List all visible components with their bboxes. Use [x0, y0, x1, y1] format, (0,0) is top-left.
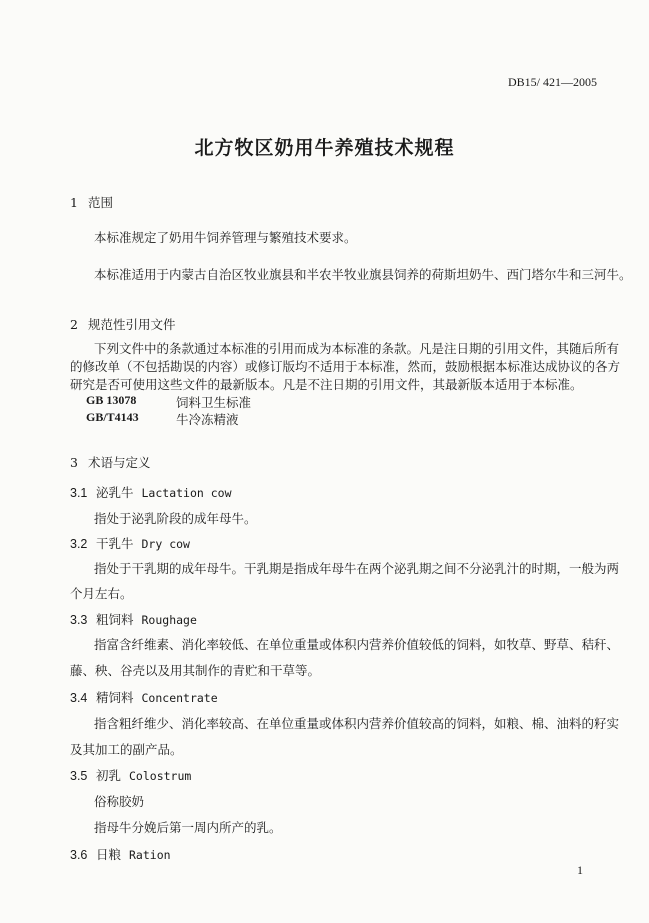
- definition-line: 指母牛分娩后第一周内所产的乳。: [94, 820, 282, 835]
- section-title: 规范性引用文件: [88, 317, 176, 332]
- definition-line: 指处于干乳期的成年母牛。干乳期是指成年母牛在两个泌乳期之间不分泌乳汁的时期，一般为两: [94, 561, 620, 576]
- definition-line: 藤、秧、谷壳以及用其制作的青贮和干草等。: [70, 663, 321, 678]
- section-number: 2: [70, 317, 78, 332]
- paragraph-line: 的修改单（不包括勘误的内容）或修订版均不适用于本标准，然而，鼓励根据本标准达成协议的各方: [70, 359, 621, 374]
- section-title: 术语与定义: [88, 455, 151, 470]
- paragraph: 本标准规定了奶用牛饲养管理与繁殖技术要求。: [94, 230, 357, 245]
- paragraph: 本标准适用于内蒙古自治区牧业旗县和半农半牧业旗县饲养的荷斯坦奶牛、西门塔尔牛和三河牛。: [94, 267, 632, 282]
- term-name: 精饲料: [95, 690, 134, 705]
- term-english: Roughage: [141, 613, 197, 627]
- document-title: 北方牧区奶用牛养殖技术规程: [194, 137, 455, 159]
- reference-name: 牛冷冻精液: [176, 412, 239, 427]
- term-heading: [70, 845, 171, 863]
- term-english: Ration: [129, 848, 171, 862]
- term-number: 3.6: [70, 848, 88, 862]
- section-heading-terms: [70, 453, 151, 471]
- definition-line: 指含粗纤维少、消化率较高、在单位重量或体积内营养价值较高的饲料，如粮、棉、油料的籽实: [94, 716, 620, 731]
- definition-line: 指处于泌乳阶段的成年母牛。: [94, 511, 257, 526]
- definition-line: 俗称胶奶: [94, 794, 145, 809]
- section-number: 3: [70, 455, 78, 470]
- reference-name: 饲料卫生标准: [176, 395, 252, 410]
- paragraph-line: 研究是否可使用这些文件的最新版本。凡是不注日期的引用文件，其最新版本适用于本标准。: [70, 377, 583, 392]
- term-number: 3.3: [70, 613, 88, 627]
- term-heading: [70, 534, 190, 552]
- section-heading-scope: [70, 193, 113, 211]
- section-title: 范围: [88, 195, 114, 210]
- term-name: 日粮: [95, 847, 121, 862]
- definition-line: 指富含纤维素、消化率较低、在单位重量或体积内营养价值较低的饲料，如牧草、野草、秸秆、: [94, 637, 620, 652]
- term-name: 初乳: [95, 768, 121, 783]
- section-number: 1: [70, 195, 78, 210]
- definition-line: 及其加工的副产品。: [70, 742, 183, 757]
- term-number: 3.4: [70, 691, 88, 705]
- term-number: 3.2: [70, 537, 88, 551]
- term-name: 粗饲料: [95, 612, 134, 627]
- section-heading-normative: [70, 315, 176, 333]
- standard-code: DB15/ 421—2005: [507, 75, 597, 89]
- term-name: 泌乳牛: [95, 485, 134, 500]
- term-english: Colostrum: [129, 769, 192, 783]
- page-number: 1: [577, 863, 583, 877]
- term-number: 3.5: [70, 769, 88, 783]
- term-name: 干乳牛: [95, 536, 134, 551]
- term-heading: [70, 766, 191, 784]
- definition-line: 个月左右。: [70, 586, 133, 601]
- term-english: Lactation cow: [141, 486, 232, 500]
- term-number: 3.1: [70, 486, 88, 500]
- term-english: Concentrate: [141, 691, 218, 705]
- term-english: Dry cow: [141, 537, 190, 551]
- reference-code: GB 13078: [86, 393, 137, 407]
- term-heading: [70, 610, 197, 628]
- term-heading: [70, 483, 232, 501]
- reference-code: GB/T4143: [86, 410, 139, 424]
- paragraph-line: 下列文件中的条款通过本标准的引用而成为本标准的条款。凡是注日期的引用文件，其随后所有: [94, 341, 620, 356]
- term-heading: [70, 688, 218, 706]
